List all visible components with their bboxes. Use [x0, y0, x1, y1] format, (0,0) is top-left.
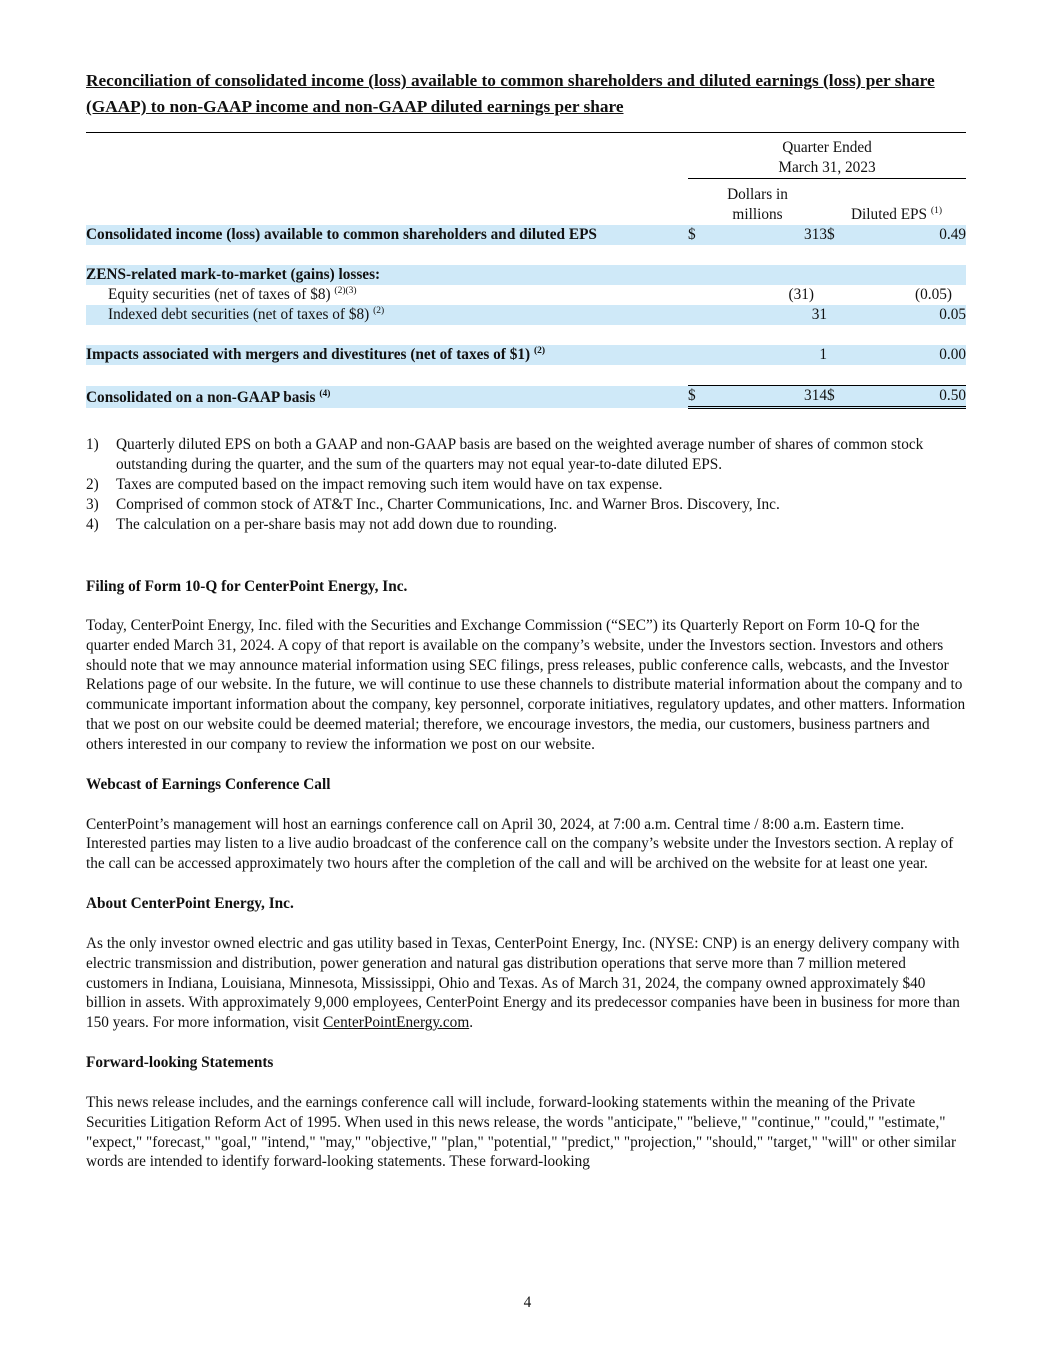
dollars-header-line2: millions: [732, 206, 783, 223]
period-header: [688, 138, 966, 179]
fls-heading: Forward-looking Statements: [86, 1053, 274, 1071]
dollars-header-line1: Dollars in: [727, 186, 788, 203]
eps-value: 0.49: [897, 225, 967, 245]
currency-sign: $: [688, 386, 758, 408]
row-label: Consolidated income (loss) available to common shareholders and diluted EPS: [86, 225, 676, 245]
period-header-line2: March 31, 2023: [778, 159, 876, 176]
eps-value: (0.05): [915, 286, 952, 303]
webcast-body: CenterPoint’s management will host an earnings conference call on April 30, 2024, at 7:00 a.m. Central time / 8:00 a.m. Eastern time. Interested parties may listen to a live audio broadcast of the conference call on the company’s website under the Investors section. A replay of the call can be accessed approximately two hours after the completion of the call and will be archived on the website for at least one year.: [86, 815, 954, 873]
title-divider: [86, 132, 966, 133]
eps-value: 0.50: [897, 386, 967, 408]
eps-header-text: Diluted EPS: [851, 206, 928, 223]
footnote: 2) Taxes are computed based on the impact removing such item would have on tax expense.: [86, 476, 663, 493]
footnote: 4) The calculation on a per-share basis may not add down due to rounding.: [86, 516, 558, 533]
about-heading: About CenterPoint Energy, Inc.: [86, 894, 294, 912]
page-content: [86, 68, 966, 1172]
footnotes-list: [86, 435, 966, 535]
eps-value: 0.05: [897, 305, 967, 325]
table-row: [86, 305, 966, 325]
row-label: Indexed debt securities (net of taxes of $8) $^{(2)}$: [86, 305, 676, 325]
reconciliation-title: Reconciliation of consolidated income (loss) available to common shareholders and diluted earnings (loss) per share (GAAP) to non-GAAP income and non-GAAP diluted earnings per share: [86, 71, 935, 116]
page-number: 4: [523, 1294, 532, 1311]
form10q-heading: Filing of Form 10-Q for CenterPoint Energy, Inc.: [86, 578, 408, 595]
currency-sign: $: [827, 386, 897, 408]
dollars-value: 313: [758, 225, 828, 245]
table-row-total: [86, 386, 966, 408]
eps-value: 0.00: [897, 345, 967, 365]
header-row-columns: [86, 179, 966, 226]
fls-body: This news release includes, and the earnings conference call will include, forward-looking statements within the meaning of the Private Securities Litigation Reform Act of 1995. When used in this news release, the words "anticipate," "believe," "continue," "could," "estimate," "expect," "forecast," "goal," "intend," "may," "objective," "plan," "potential," "predict," "projection," "should," "target," "will" or other similar words are intended to identify forward-looking statements. These forward-looking: [86, 1093, 957, 1171]
header-row-period: [86, 138, 966, 179]
about-body: As the only investor owned electric and gas utility based in Texas, CenterPoint Energy, Inc. (NYSE: CNP) is an energy delivery company with electric transmission and distribution, power generation and natural gas distribution operations that serve more than 7 million metered customers in Indiana, Louisiana, Minnesota, Mississippi, Ohio and Texas. As of March 31, 2024, the company owned approximately $40 billion in assets. With approximately 9,000 employees, CenterPoint Energy and its predecessor companies have been in business for more than 150 years. For more information, visit CenterPointEnergy.com.: [86, 934, 960, 1032]
row-label: Impacts associated with mergers and divestitures (net of taxes of $1) $^{(2)}$: [86, 345, 676, 365]
table-row: [86, 345, 966, 365]
table-row: [86, 225, 966, 245]
period-header-line1: Quarter Ended: [782, 139, 872, 156]
centerpoint-website-link[interactable]: CenterPointEnergy.com: [323, 1014, 470, 1032]
dollars-value: 31: [758, 305, 828, 325]
footnote: 1) Quarterly diluted EPS on both a GAAP and non-GAAP basis are based on the weighted average number of shares of common stock outstanding during the quarter, and the sum of the quarters may not equal year-to-date diluted EPS.: [86, 436, 924, 473]
reconciliation-table: [86, 138, 966, 409]
webcast-heading: Webcast of Earnings Conference Call: [86, 775, 331, 793]
currency-sign: $: [688, 225, 758, 245]
table-row: [86, 265, 966, 285]
dollars-value: (31): [788, 286, 814, 303]
currency-sign: $: [827, 225, 897, 245]
row-label: Consolidated on a non-GAAP basis $^{(4)}$: [86, 386, 676, 408]
dollars-value: 314: [758, 386, 828, 408]
form10q-body: Today, CenterPoint Energy, Inc. filed with the Securities and Exchange Commission (“SEC”) its Quarterly Report on Form 10-Q for the quarter ended March 31, 2024. A copy of that report is available on the company’s website, under the Investors section. Investors and others should note that we may announce material information using SEC filings, press releases, public conference calls, webcasts, and the Investor Relations page of our website. In the future, we will continue to use these channels to distribute material information about the company and to communicate important information about the company, key personnel, corporate initiatives, regulatory updates, and other matters. Information that we post on our website could be deemed material; therefore, we encourage investors, the media, our customers, business partners and others interested in our company to review the information we post on our website.: [86, 617, 966, 753]
eps-header-sup: (1): [930, 206, 942, 216]
dollars-column-header: [688, 179, 827, 226]
footnote: 3) Comprised of common stock of AT&T Inc., Charter Communications, Inc. and Warner Bros. Discovery, Inc.: [86, 496, 780, 513]
dollars-value: 1: [758, 345, 828, 365]
row-label: ZENS-related mark-to-market (gains) losses:: [86, 265, 676, 285]
table-row: [86, 285, 966, 305]
row-label: Equity securities (net of taxes of $8) $^{(2)(3)}$: [108, 286, 357, 303]
eps-column-header: [827, 179, 966, 226]
